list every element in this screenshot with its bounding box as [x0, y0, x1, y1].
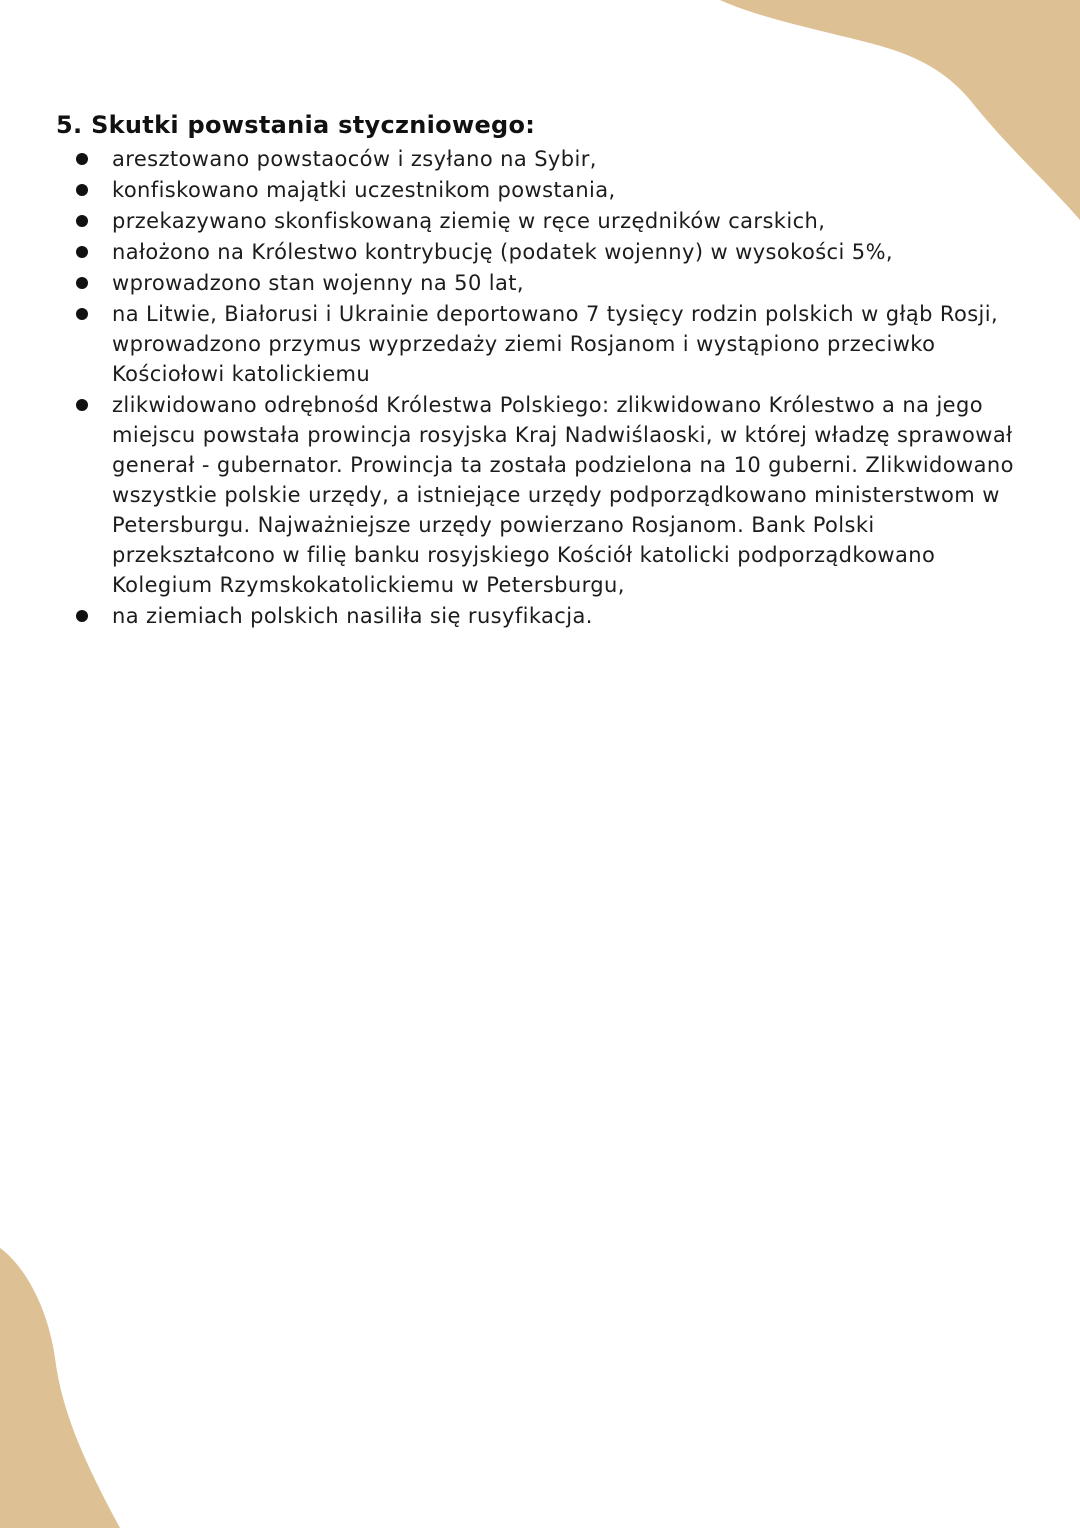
- list-item: [112, 175, 1036, 205]
- list-item: [112, 206, 1036, 236]
- note-heading: 5. Skutki powstania styczniowego:: [56, 111, 536, 139]
- blob-bottom-left-shape: [0, 1248, 120, 1528]
- bullet-dot-icon: [76, 246, 88, 258]
- list-item-text: aresztowano powstaoców i zsyłano na Sybir,: [112, 147, 597, 171]
- bullet-dot-icon: [76, 308, 88, 320]
- list-item: [112, 299, 1036, 389]
- list-item: [112, 237, 1036, 267]
- bullet-dot-icon: [76, 215, 88, 227]
- list-item-text: nałożono na Królestwo kontrybucję (podatek wojenny) w wysokości 5%,: [112, 240, 893, 264]
- bullet-dot-icon: [76, 153, 88, 165]
- list-item-text: wprowadzono stan wojenny na 50 lat,: [112, 271, 524, 295]
- list-item-text: na ziemiach polskich nasiliła się rusyfikacja.: [112, 604, 593, 628]
- bullet-dot-icon: [76, 399, 88, 411]
- list-item: [112, 390, 1036, 600]
- list-item: [112, 601, 1036, 631]
- list-item-text: przekazywano skonfiskowaną ziemię w ręce urzędników carskich,: [112, 209, 826, 233]
- decorative-blob-bottom-left: [0, 1248, 120, 1528]
- note-content: [56, 108, 1036, 632]
- effects-list: [56, 144, 1036, 631]
- list-item: [112, 268, 1036, 298]
- list-item-text: na Litwie, Białorusi i Ukrainie deportowano 7 tysięcy rodzin polskich w głąb Rosji, wprowadzono przymus wyprzedaży ziemi Rosjanom i wystąpiono przeciwko Kościołowi katolickiemu: [112, 302, 999, 386]
- bullet-dot-icon: [76, 184, 88, 196]
- list-item-text: zlikwidowano odrębnośd Królestwa Polskiego: zlikwidowano Królestwo a na jego miejscu powstała prowincja rosyjska Kraj Nadwiślaoski, w której władzę sprawował generał - gubernator. Prowincja ta została podzielona na 10 guberni. Zlikwidowano wszystkie polskie urzędy, a istniejące urzędy podporządkowano ministerstwom w Petersburgu. Najważniejsze urzędy powierzano Rosjanom. Bank Polski przekształcono w filię banku rosyjskiego Kościół katolicki podporządkowano Kolegium Rzymskokatolickiemu w Petersburgu,: [112, 393, 1014, 597]
- bullet-dot-icon: [76, 610, 88, 622]
- list-item-text: konfiskowano majątki uczestnikom powstania,: [112, 178, 616, 202]
- list-item: [112, 144, 1036, 174]
- bullet-dot-icon: [76, 277, 88, 289]
